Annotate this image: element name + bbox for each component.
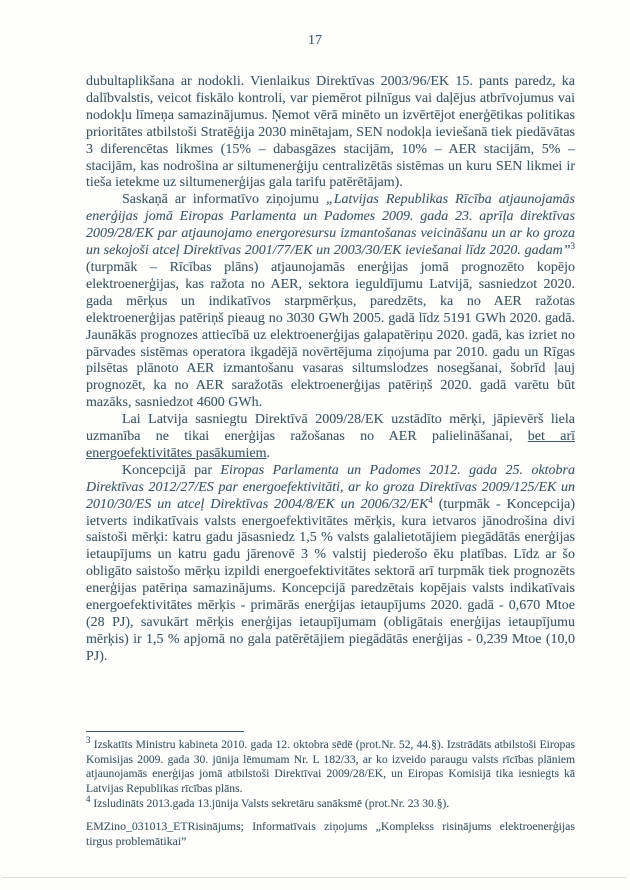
text-run: „Latvijas Republikas Rīcība atjaunojamās enerģijas jomā Eiropas Parlamenta un Padomes 2009. gada 23. aprīļa direktīvas 2009/28/EK par atjaunojamo energoresursu izmantošanas veicināšanu un ar ko groza un sekojoši atceļ Direktīvas 2001/77/EK un 2003/30/EK ieviešanai līdz 2020. gadam”	[86, 192, 575, 259]
footnote-text: Izsludināts 2013.gada 13.jūnija Valsts sekretāru sanāksmē (prot.Nr. 23 30.§).	[90, 796, 450, 810]
footnote-marker: 3	[86, 735, 91, 745]
footnote-marker: 4	[86, 793, 91, 804]
paragraph	[86, 463, 575, 666]
footnote-text: Izskatīts Ministru kabineta 2010. gada 12. oktobra sēdē (prot.Nr. 52, 44.§). Izstrādāts atbilstoši Eiropas Komisijas 2009. gada 30. jūnija lēmumam Nr. L 182/33, ar ko izveido paraugu valsts rīcības plāniem atjaunojamās enerģijas jomā atbilstoši Direktīvai 2009/28/EK, un Eiropas Komisijā tika iesniegts kā Latvijas Republikas rīcības plāns.	[86, 738, 575, 796]
text-run: Saskaņā ar informatīvo ziņojumu	[122, 192, 326, 208]
document-body	[86, 74, 575, 724]
footer-text: EMZino_031013_ETRisinājums; Informatīvais ziņojums „Komplekss risinājums elektroenerģijas tirgus problemātikai”	[86, 819, 575, 848]
text-run: (turpmāk - Koncepcija) ietverts indikatīvais valsts energoefektivitātes mērķis, kura ietvaros jānodrošina divi saistoši mērķi: katru gadu jāsasniedz 1,5 % valsts galalietotājiem piegādātās enerģijas ietaupījums un katru gadu jārenovē 3 % valstij piederošo ēku platības. Līdz ar šo obligāto saistošo mērķu izpildi energoefektivitātes sektorā arī turpmāk tiek prognozēts enerģijas patēriņa samazinājums. Koncepcijā paredzētais kopējais valsts indikatīvais energoefektivitātes mērķis - primārās enerģijas ietaupījums 2020. gadā - 0,670 Mtoe (28 PJ), savukārt mērķis enerģijas ietaupījumam (obligātais enerģijas ietaupījumu mērķis) ir 1,5 % apjomā no gala patērētājiem piegādātās enerģijas - 0,239 Mtoe (10,0 PJ).	[86, 496, 575, 664]
text-run: dubultaplikšana ar nodokli. Vienlaikus Direktīvas 2003/96/EK 15. pants paredz, ka dalībvalstis, veicot fiskālo kontroli, var piemērot pilnīgus vai daļējus atbrīvojumus vai nodokļu līmeņa samazinājumus. Ņemot vērā minēto un izvērtējot enerģētikas politikas prioritātes atbilstoši Stratēģija 2030 minētajam, SEN nodokļa ieviešanā tiek piedāvātas 3 diferencētas likmes (15% – dabasgāzes stacijām, 10% – AER stacijām, 5% – stacijām, kas nodrošina ar siltumenerģiju centralizētās sistēmas un kuru SEN likmei ir tieša ietekme uz siltumenerģijas gala tarifu patērētājam).	[86, 74, 575, 191]
footnote-reference: 4	[428, 494, 433, 505]
text-run: .	[266, 445, 271, 461]
footnote	[86, 735, 575, 797]
footnotes-list	[86, 735, 575, 812]
footnote	[86, 793, 575, 812]
document-footer	[86, 819, 575, 849]
text-run: Koncepcijā par	[122, 462, 221, 478]
paragraph	[86, 74, 575, 192]
scan-artifact-line	[2, 877, 626, 878]
text-run: Eiropas Parlamenta un Padomes 2012. gada 25. oktobra Direktīvas 2012/27/ES par energoefektivitāti, ar ko groza Direktīvas 2009/125/EK un 2010/30/ES un atceļ Direktīvas 2004/8/EK un 2006/32/EK	[86, 462, 575, 512]
text-run: Lai Latvija sasniegtu Direktīvā 2009/28/EK uzstādīto mērķi, jāpievērš liela uzmanība ne tikai enerģijas ražošanas no AER palielināšanai,	[86, 412, 575, 445]
text-run: bet arī energoefektivitātes pasākumiem	[86, 429, 575, 461]
text-run: (turpmāk – Rīcības plāns) atjaunojamās enerģijas jomā prognozēto kopējo elektroenerģijas, kas ražota no AER, sektora ieguldījumu Latvijā, sasniedzot 2020. gada mērķus un indikatīvos starpmērķus, paredzēts, ka no AER ražotas elektroenerģijas patēriņš pieaug no 3030 GWh 2005. gadā līdz 5191 GWh 2020. gadā. Jaunākās prognozes attiecībā uz elektroenerģijas galapatēriņu 2020. gadā, kas izriet no pārvades sistēmas operatora ikgadējā novērtējuma ziņojuma par 2010. gadu un Rīgas pilsētas plānoto AER izmantošanu vasaras siltumslodzes nosegšanai, šobrīd ļauj prognozēt, ka no AER saražotās elektroenerģijas patēriņš 2020. gadā varētu būt mazāks, sasniedzot 4600 GWh.	[86, 259, 575, 411]
page-number: 17	[308, 33, 322, 48]
paragraph	[86, 192, 575, 412]
footnote-reference: 3	[570, 241, 575, 252]
paragraph	[86, 412, 575, 463]
footnote-separator-rule	[86, 731, 244, 732]
footnotes-section	[86, 728, 575, 812]
